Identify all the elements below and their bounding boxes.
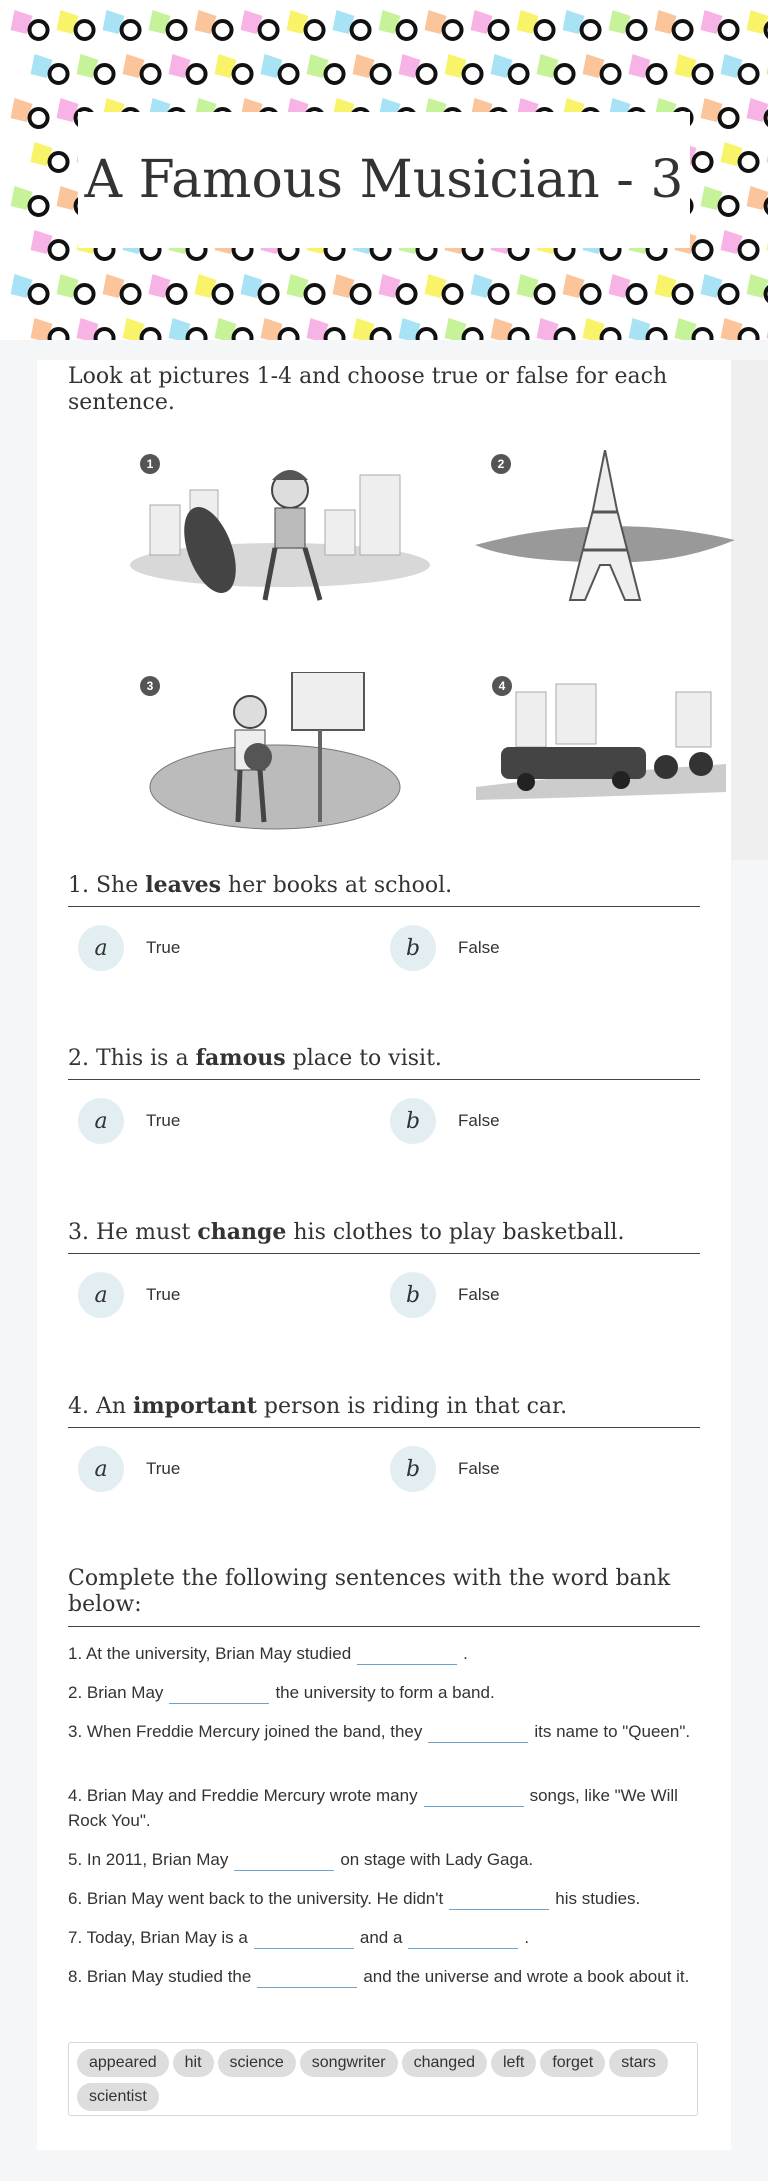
word-chip[interactable]: stars [609,2049,668,2077]
answer-blank[interactable] [234,1852,334,1871]
option-label: True [146,938,181,957]
option-letter: a [78,1446,124,1492]
picture-3 [140,672,410,842]
boy-basketball-icon [140,672,410,842]
question-2-text: 2. This is a famous place to visit. [68,1045,700,1080]
answer-blank[interactable] [449,1891,549,1910]
option-letter: a [78,925,124,971]
word-chip[interactable]: left [491,2049,536,2077]
sentence-8: 8. Brian May studied the and the universe and wrote a book about it. [68,1967,690,1986]
limousine-motorcycle-icon [476,672,726,812]
question-2-option-true[interactable] [78,1098,180,1144]
option-letter: a [78,1098,124,1144]
question-2-option-false[interactable] [390,1098,500,1144]
picture-2 [475,450,735,620]
picture-1 [130,450,430,620]
title-banner [0,0,768,340]
question-1-text: 1. She leaves her books at school. [68,872,700,907]
question-3-text: 3. He must change his clothes to play basketball. [68,1219,700,1254]
word-bank [68,2042,698,2116]
side-strip [731,360,768,860]
option-label: True [146,1285,181,1304]
sentence-2: 2. Brian May the university to form a band. [68,1683,495,1702]
fill-in-title: Complete the following sentences with the word bank below: [68,1566,700,1627]
answer-blank[interactable] [169,1685,269,1704]
option-label: True [146,1111,181,1130]
word-chip[interactable]: appeared [77,2049,169,2077]
girl-with-guitar-case-icon [130,450,430,620]
option-label: False [458,1459,500,1478]
word-chip[interactable]: forget [540,2049,605,2077]
word-chip[interactable]: songwriter [300,2049,398,2077]
picture-number: 4 [492,676,512,696]
sentence-3: 3. When Freddie Mercury joined the band, they its name to "Queen". [68,1722,691,1741]
answer-blank[interactable] [254,1930,354,1949]
sentence-6: 6. Brian May went back to the university. He didn't his studies. [68,1889,641,1908]
sentence-7: 7. Today, Brian May is a and a . [68,1928,530,1947]
question-4-option-false[interactable] [390,1446,500,1492]
eiffel-tower-icon [475,450,735,620]
answer-blank[interactable] [408,1930,518,1949]
picture-number: 3 [140,676,160,696]
option-label: False [458,938,500,957]
word-chip[interactable]: changed [402,2049,487,2077]
option-letter: b [390,1098,436,1144]
picture-4 [476,672,726,812]
picture-number: 2 [491,454,511,474]
option-letter: b [390,925,436,971]
answer-blank[interactable] [257,1969,357,1988]
answer-blank[interactable] [357,1646,457,1665]
word-chip[interactable]: scientist [77,2083,159,2111]
option-letter: b [390,1272,436,1318]
question-4-text: 4. An important person is riding in that car. [68,1393,700,1428]
answer-blank[interactable] [428,1724,528,1743]
picture-number: 1 [140,454,160,474]
question-4-option-true[interactable] [78,1446,180,1492]
option-letter: b [390,1446,436,1492]
page-title: A Famous Musician - 3 [84,150,684,210]
question-1-option-false[interactable] [390,925,500,971]
question-3-option-true[interactable] [78,1272,180,1318]
option-label: True [146,1459,181,1478]
option-label: False [458,1111,500,1130]
title-box [78,112,690,248]
option-label: False [458,1285,500,1304]
word-chip[interactable]: hit [173,2049,214,2077]
sentence-1: 1. At the university, Brian May studied . [68,1644,468,1663]
question-3-option-false[interactable] [390,1272,500,1318]
word-chip[interactable]: science [218,2049,296,2077]
answer-blank[interactable] [424,1788,524,1807]
sentence-5: 5. In 2011, Brian May on stage with Lady Gaga. [68,1850,534,1869]
option-letter: a [78,1272,124,1318]
worksheet [37,360,731,2150]
instruction-text: Look at pictures 1-4 and choose true or false for each sentence. [68,364,668,415]
question-1-option-true[interactable] [78,925,180,971]
sentence-4: 4. Brian May and Freddie Mercury wrote many songs, like "We Will Rock You". [68,1786,678,1830]
